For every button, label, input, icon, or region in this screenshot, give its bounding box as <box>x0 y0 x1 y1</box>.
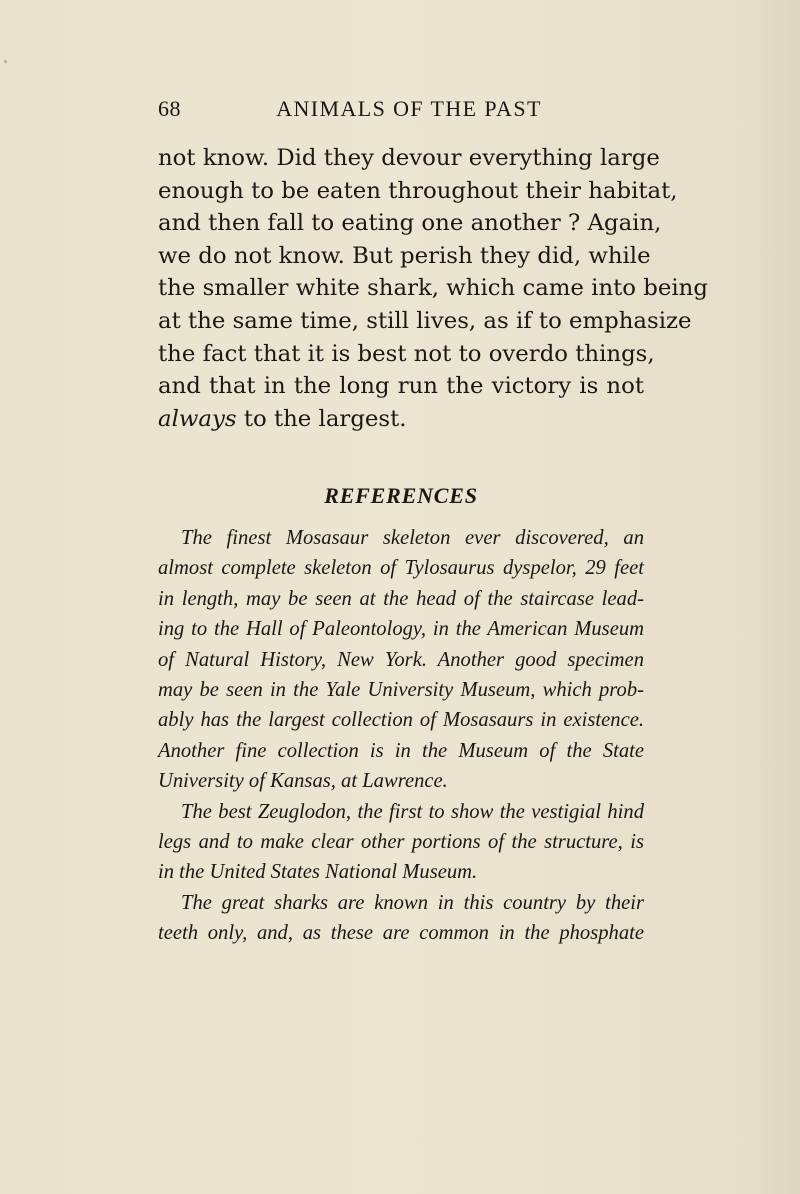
reference-line: almost complete skeleton of Tylosaurus dyspelor, 29 feet <box>158 557 644 580</box>
reference-line: Another fine collection is in the Museum of the State <box>158 739 644 762</box>
emphasis-always: always <box>158 405 237 432</box>
reference-line: in the United States National Museum. <box>158 861 478 884</box>
reference-line: The best Zeuglodon, the first to show the vestigial hind <box>181 800 644 823</box>
body-line: the fact that it is best not to overdo things, <box>158 340 655 367</box>
body-line-last <box>158 403 644 436</box>
reference-line: University of Kansas, at Lawrence. <box>158 770 448 793</box>
reference-line: may be seen in the Yale University Museum, which prob- <box>158 679 644 702</box>
body-line: and then fall to eating one another ? Again, <box>158 210 662 237</box>
body-last-rest: to the largest. <box>236 405 407 432</box>
reference-line: of Natural History, New York. Another good specimen <box>158 648 644 671</box>
reference-line: legs and to make clear other portions of the structure, is <box>158 831 644 854</box>
page-header <box>158 96 640 126</box>
running-head: ANIMALS OF THE PAST <box>276 96 542 121</box>
references-section <box>158 523 644 949</box>
page-number: 68 <box>158 96 181 121</box>
reference-line: in length, may be seen at the head of the staircase lead- <box>158 587 644 610</box>
body-line: not know. Did they devour everything large <box>158 145 660 171</box>
body-line: at the same time, still lives, as if to emphasize <box>158 307 692 334</box>
reference-line: ably has the largest collection of Mosasaurs in existence. <box>158 709 644 732</box>
reference-line: teeth only, and, as these are common in the phosphate <box>158 922 644 945</box>
reference-line: The finest Mosasaur skeleton ever discovered, an <box>181 527 644 549</box>
body-line: the smaller white shark, which came into being <box>158 275 708 302</box>
body-paragraph <box>158 142 708 435</box>
body-line: and that in the long run the victory is not <box>158 373 644 400</box>
references-heading: REFERENCES <box>324 483 478 508</box>
reference-line: The great sharks are known in this country by their <box>181 891 644 914</box>
body-line: enough to be eaten throughout their habitat, <box>158 177 678 204</box>
reference-line: ing to the Hall of Paleontology, in the American Museum <box>158 618 644 641</box>
paper-spot <box>4 60 7 63</box>
body-line: we do not know. But perish they did, while <box>158 242 651 269</box>
